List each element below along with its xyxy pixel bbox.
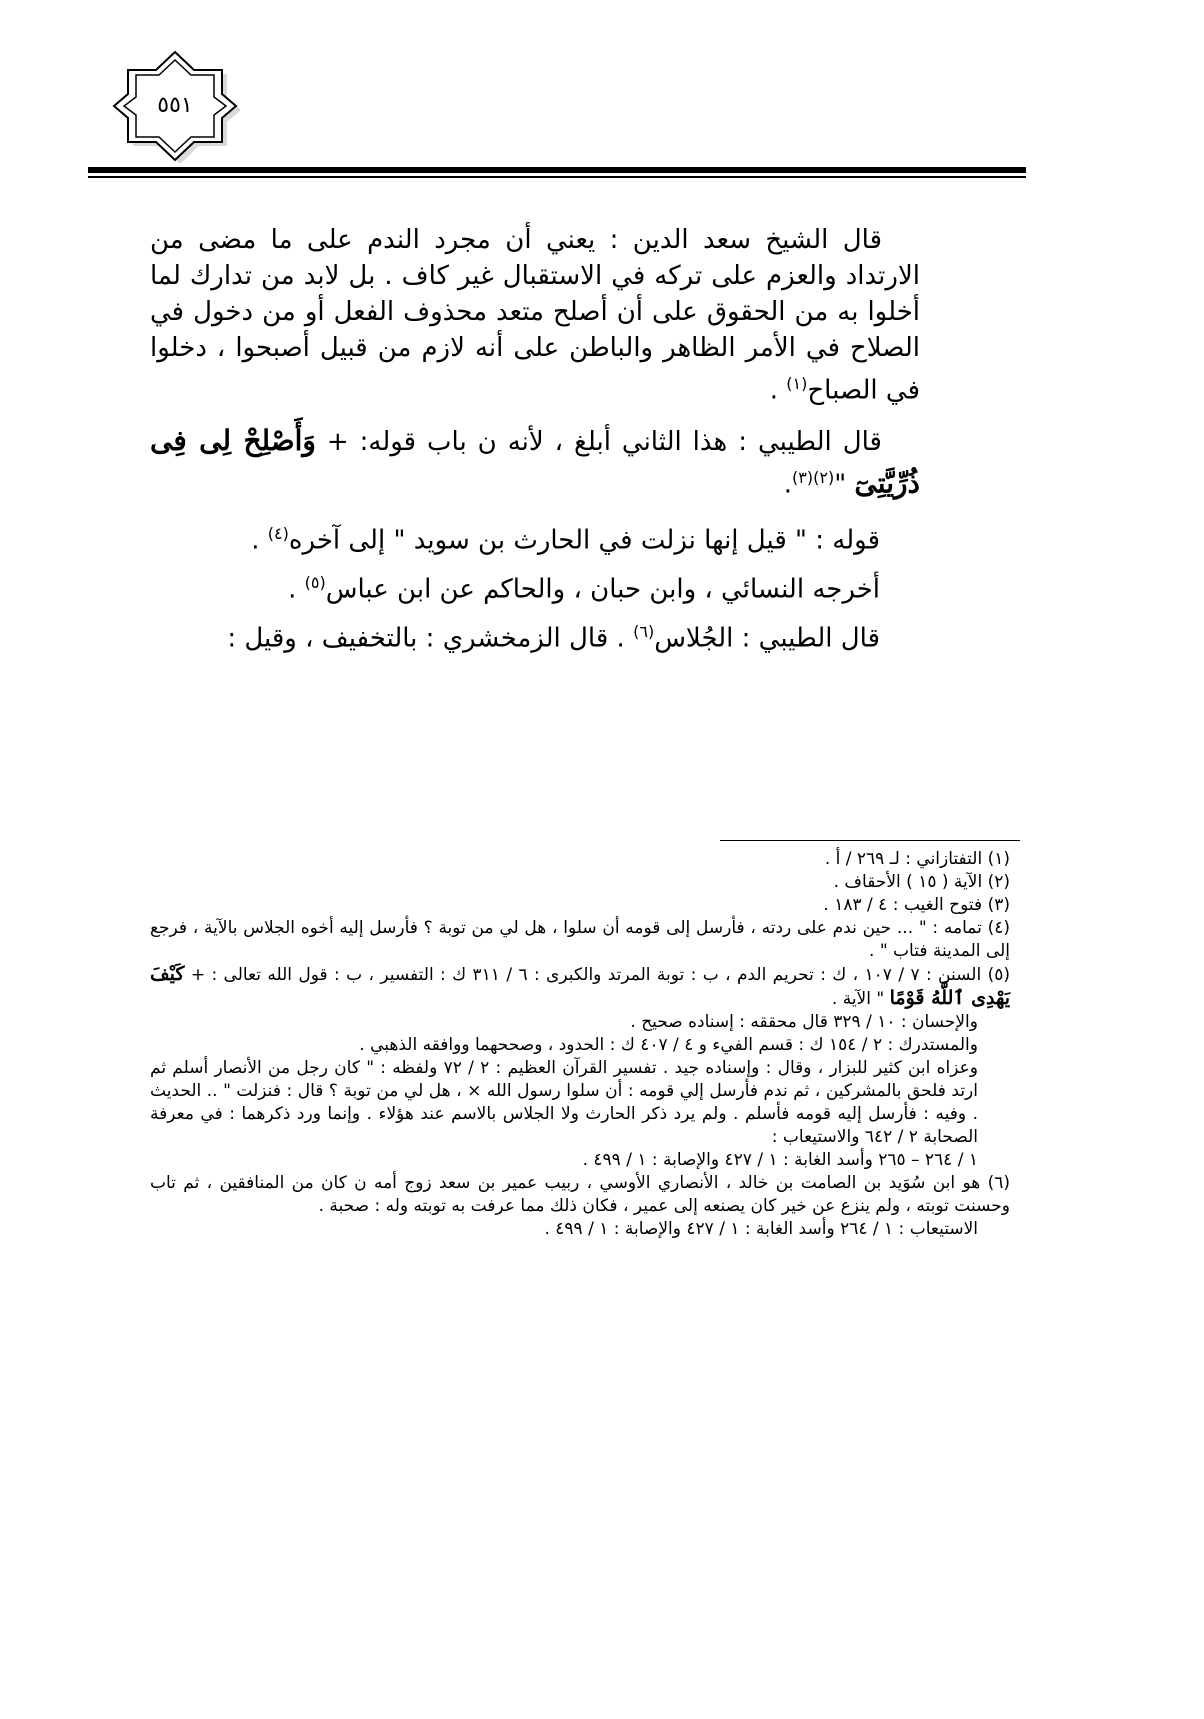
footnote-ref-6: (٦) bbox=[633, 621, 655, 641]
footnote-3: (٣) فتوح الغيب : ٤ / ١٨٣ . bbox=[823, 895, 1010, 915]
footnote-ref-5: (٥) bbox=[304, 572, 326, 592]
footnote-separator bbox=[720, 840, 1020, 841]
paragraph-2: قال الطيبي : هذا الثاني أبلغ ، لأنه ن باب قوله: + وَأَصْلِحْ لِى فِى ذُرِّيَّتِىٓ "$^{(٢)(٣)}$. bbox=[150, 423, 920, 500]
footnote-1: (١) التفتازاني : لـ ٢٦٩ / أ . bbox=[824, 849, 1010, 869]
footnote-ref-2-3: (٢)(٣) bbox=[792, 467, 835, 487]
footnote-6: (٦) هو ابن سُوَيد بن الصامت بن خالد ، الأنصاري الأوسي ، ربيب عمير بن سعد زوج أمه ن كان من المنافقين ، ثم تاب وحسنت توبته ، ولم ينزع عن خير كان يصنعه إلى عمير ، فكان ذلك مما عرفت به توبته وله : صحبة . bbox=[150, 1173, 1010, 1216]
paragraph-3: قوله : " قيل إنها نزلت في الحارث بن سويد " إلى آخره$^{(٤)}$ . bbox=[251, 524, 880, 556]
footnote-6-line-2: الاستيعاب : ١ / ٢٦٤ وأسد الغابة : ١ / ٤٢٧ والإصابة : ١ / ٤٩٩ . bbox=[544, 1219, 978, 1239]
footnote-5-line-3: والمستدرك : ٢ / ١٥٤ ك : قسم الفيء و ٤ / ٤٠٧ ك : الحدود ، وصححهما ووافقه الذهبي . bbox=[359, 1035, 978, 1055]
footnote-5: (٥) السنن : ٧ / ١٠٧ ، ك : تحريم الدم ، ب : توبة المرتد والكبرى : ٦ / ٣١١ ك : التفسير ، ب : قول الله تعالى : + كَيْفَ يَهْدِى ٱللَّهُ قَوْمًا " الآية . bbox=[150, 963, 1010, 1009]
footnote-5-line-5: ١ / ٢٦٤ – ٢٦٥ وأسد الغابة : ١ / ٤٢٧ والإصابة : ١ / ٤٩٩ . bbox=[582, 1150, 978, 1170]
paragraph-5: قال الطيبي : الجُلاس$^{(٦)}$ . قال الزمخشري : بالتخفيف ، وقيل : bbox=[227, 621, 880, 654]
paragraph-1: قال الشيخ سعد الدين : يعني أن مجرد الندم على ما مضى من الارتداد والعزم على تركه في الاستقبال غير كاف . بل لابد من تدارك لما أخلوا به من الحقوق على أن أصلح متعد محذوف الفعل أو من دخول في الصلاح في الأمر الظاهر والباطن على أنه لازم من قبيل أصبحوا ، دخلوا في الصباح$^{(١)}$ . bbox=[150, 225, 920, 406]
header-rule bbox=[88, 167, 1026, 173]
footnote-ref-4: (٤) bbox=[267, 524, 289, 544]
paragraph-4: أخرجه النسائي ، وابن حبان ، والحاكم عن ابن عباس$^{(٥)}$ . bbox=[288, 572, 880, 605]
footnote-5-line-4: وعزاه ابن كثير للبزار ، وقال : وإسناده جيد . تفسير القرآن العظيم : ٢ / ٧٢ ولفظه : " كان رجل من الأنصار أسلم ثم ارتد فلحق بالمشركين ، ثم ندم فأرسل إلي قومه : أن سلوا رسول الله × ، هل لي من توبة ؟ قال : فنزلت " .. الحديث . وفيه : فأرسل إليه قومه فأسلم . ولم يرد ذكر الحارث ولا الجلاس بالاسم عند هؤلاء . وإنما ورد ذكرهما : في معرفة الصحابة ٢ / ٦٤٢ والاستيعاب : bbox=[150, 1058, 978, 1147]
quran-quote: وَأَصْلِحْ لِى فِى ذُرِّيَّتِىٓ bbox=[150, 423, 920, 500]
quran-quote-footnote: كَيْفَ يَهْدِى ٱللَّهُ قَوْمًا bbox=[150, 963, 1010, 1009]
footnotes bbox=[150, 848, 1010, 1241]
footnote-4: (٤) تمامه : " ... حين ندم على ردته ، فأرسل إلى قومه أن سلوا ، هل لي من توبة ؟ فأرسل إليه أخوه الجلاس بالآية ، فرجع إلى المدينة فتاب " . bbox=[150, 918, 1010, 961]
footnote-ref-1: (١) bbox=[786, 374, 808, 393]
header-rule-thin bbox=[88, 176, 1026, 178]
page-number: ٥٥١ bbox=[157, 93, 193, 118]
footnote-5-line-2: والإحسان : ١٠ / ٣٢٩ قال محققه : إسناده صحيح . bbox=[630, 1012, 978, 1032]
page-number-badge bbox=[110, 48, 240, 163]
footnote-2: (٢) الآية ( ١٥ ) الأحقاف . bbox=[833, 872, 1010, 892]
main-text bbox=[150, 222, 920, 662]
